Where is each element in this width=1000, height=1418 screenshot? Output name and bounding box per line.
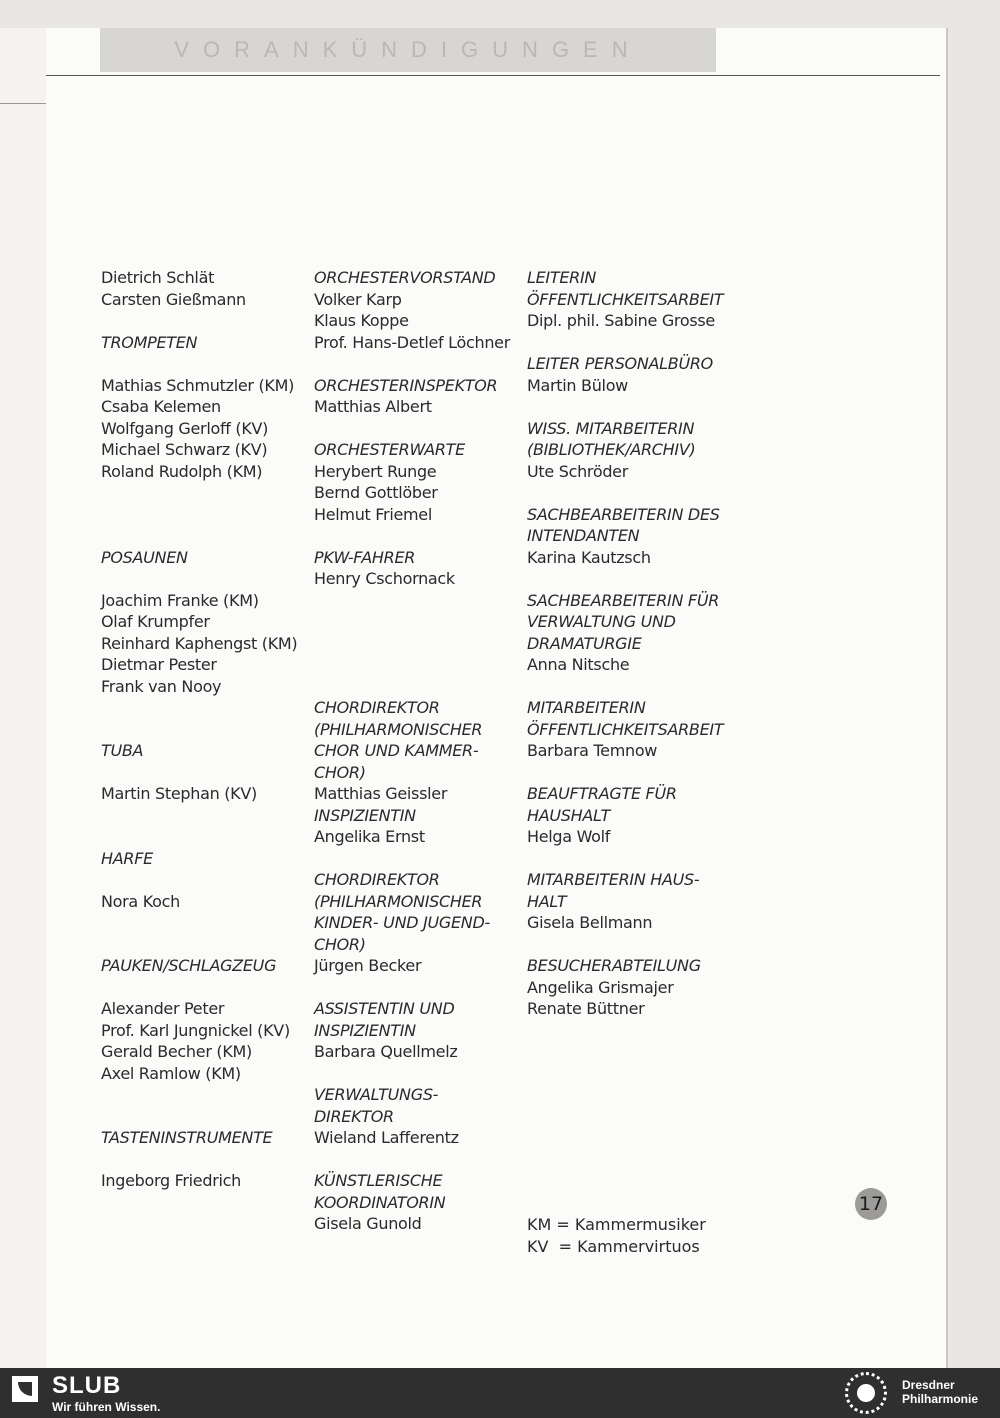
spacer [101, 719, 311, 741]
spacer [527, 568, 747, 590]
section-heading: PKW-FAHRER [314, 547, 416, 567]
staff-name: Frank van Nooy [101, 676, 222, 696]
slub-logo-icon [12, 1376, 38, 1402]
staff-name: Olaf Krumpfer [101, 612, 210, 631]
staff-name: Axel Ramlow (KM) [101, 1063, 241, 1083]
spacer [527, 332, 747, 354]
section-heading: SACHBEARBEITERIN DES [527, 504, 720, 524]
section-heading: VERWALTUNGS- [314, 1085, 439, 1104]
section-heading: INSPIZIENTIN [314, 805, 416, 825]
section-heading: (PHILHARMONISCHER [314, 719, 483, 739]
staff-name: Gerald Becher (KM) [101, 1042, 252, 1061]
section-heading: TASTENINSTRUMENTE [101, 1128, 273, 1147]
staff-name: Ute Schröder [527, 461, 629, 481]
section-heading: ASSISTENTIN UND [314, 999, 455, 1018]
section-heading: ORCHESTERWARTE [314, 440, 465, 459]
spacer [314, 590, 524, 612]
section-heading: CHOR) [314, 934, 366, 954]
staff-name: Jürgen Becker [314, 956, 422, 975]
staff-name: Klaus Koppe [314, 311, 409, 330]
section-heading: KINDER- UND JUGEND- [314, 913, 490, 932]
slub-name: SLUB [52, 1372, 122, 1399]
section-heading: HALT [527, 891, 567, 911]
section-heading: TROMPETEN [101, 332, 198, 352]
staff-column-2 [314, 267, 524, 1235]
section-heading: HARFE [101, 848, 153, 868]
staff-name: Michael Schwarz (KV) [101, 440, 268, 459]
spacer [527, 762, 747, 784]
staff-name: Bernd Gottlöber [314, 483, 438, 502]
spacer [101, 310, 311, 332]
staff-name: Angelika Grismajer [527, 977, 674, 997]
spacer [101, 525, 311, 547]
staff-name: Dietmar Pester [101, 655, 217, 674]
staff-name: Barbara Quellmelz [314, 1042, 458, 1061]
section-heading: MITARBEITERIN [527, 698, 646, 717]
spacer [314, 977, 524, 999]
section-heading: ORCHESTERVORSTAND [314, 268, 496, 287]
legend-kv: KV = Kammervirtuos [527, 1236, 700, 1256]
spacer [101, 1084, 311, 1106]
section-heading: CHORDIREKTOR [314, 698, 440, 717]
spacer [101, 353, 311, 375]
spacer [527, 934, 747, 956]
staff-name: Anna Nitsche [527, 655, 630, 674]
staff-name: Karina Kautzsch [527, 547, 651, 567]
section-heading: MITARBEITERIN HAUS- [527, 870, 700, 889]
staff-name: Carsten Gießmann [101, 289, 246, 309]
philharmonie-name [902, 1378, 978, 1406]
section-heading: HAUSHALT [527, 805, 611, 825]
staff-name: Prof. Hans-Detlef Löchner [314, 332, 510, 352]
section-heading: CHORDIREKTOR [314, 870, 440, 889]
staff-name: Herybert Runge [314, 461, 437, 481]
staff-name: Martin Bülow [527, 375, 628, 395]
section-heading: KÜNSTLERISCHE [314, 1171, 443, 1190]
staff-name: Dipl. phil. Sabine Grosse [527, 311, 715, 330]
spacer [527, 676, 747, 698]
staff-name: Reinhard Kaphengst (KM) [101, 633, 298, 653]
spacer [314, 418, 524, 440]
staff-name: Wolfgang Gerloff (KV) [101, 418, 269, 438]
spacer [314, 633, 524, 655]
page-header-band [100, 28, 716, 72]
spacer [527, 848, 747, 870]
spacer [314, 611, 524, 633]
staff-name: Prof. Karl Jungnickel (KV) [101, 1020, 290, 1040]
section-heading: WISS. MITARBEITERIN [527, 418, 695, 438]
staff-name: Angelika Ernst [314, 827, 425, 846]
section-heading: VERWALTUNG UND [527, 612, 676, 631]
section-heading: DRAMATURGIE [527, 633, 642, 653]
staff-name: Joachim Franke (KM) [101, 590, 259, 610]
staff-column-3 [527, 267, 747, 1020]
staff-name: Martin Stephan (KV) [101, 784, 257, 803]
spacer [314, 353, 524, 375]
spacer [314, 848, 524, 870]
staff-name: Matthias Geissler [314, 784, 448, 803]
spacer [101, 977, 311, 999]
section-heading: BEAUFTRAGTE FÜR [527, 784, 677, 803]
staff-column-1 [101, 267, 311, 1192]
staff-name: Wieland Lafferentz [314, 1128, 459, 1147]
section-heading: TUBA [101, 741, 144, 760]
staff-name: Helmut Friemel [314, 504, 432, 524]
footer-bar [0, 1368, 1000, 1418]
staff-name: Dietrich Schlät [101, 268, 215, 287]
staff-name: Gisela Gunold [314, 1214, 422, 1233]
spacer [527, 482, 747, 504]
abbreviation-legend [527, 1214, 706, 1257]
section-heading: CHOR) [314, 762, 366, 782]
slub-tagline: Wir führen Wissen. [52, 1400, 161, 1414]
section-heading: LEITER PERSONALBÜRO [527, 354, 713, 373]
page-number: 17 [855, 1188, 887, 1220]
section-heading: (PHILHARMONISCHER [314, 891, 483, 911]
spacer [101, 1149, 311, 1171]
spacer [101, 568, 311, 590]
staff-name: Roland Rudolph (KM) [101, 461, 263, 481]
section-heading: INTENDANTEN [527, 526, 640, 545]
section-heading: DIREKTOR [314, 1106, 394, 1126]
spacer [101, 482, 311, 504]
spacer [101, 826, 311, 848]
section-heading: (BIBLIOTHEK/ARCHIV) [527, 440, 696, 459]
section-heading: BESUCHERABTEILUNG [527, 956, 701, 975]
philharmonie-line1: Dresdner [902, 1378, 955, 1392]
spacer [314, 1149, 524, 1171]
section-heading: SACHBEARBEITERIN FÜR [527, 590, 720, 610]
section-heading: ORCHESTERINSPEKTOR [314, 375, 498, 395]
staff-name: Henry Cschornack [314, 569, 455, 588]
spacer [101, 805, 311, 827]
staff-name: Matthias Albert [314, 397, 432, 416]
spacer [101, 697, 311, 719]
spacer [101, 869, 311, 891]
spacer [314, 676, 524, 698]
staff-name: Nora Koch [101, 891, 180, 911]
staff-name: Volker Karp [314, 289, 402, 309]
spacer [101, 934, 311, 956]
section-heading: ÖFFENTLICHKEITSARBEIT [527, 289, 724, 309]
staff-name: Mathias Schmutzler (KM) [101, 375, 295, 395]
section-heading: KOORDINATORIN [314, 1192, 446, 1212]
legend-km: KM = Kammermusiker [527, 1215, 706, 1234]
section-heading: LEITERIN [527, 268, 597, 287]
staff-name: Renate Büttner [527, 999, 645, 1018]
spacer [101, 1106, 311, 1128]
staff-name: Alexander Peter [101, 999, 225, 1018]
staff-name: Ingeborg Friedrich [101, 1171, 241, 1190]
section-heading: INSPIZIENTIN [314, 1020, 416, 1040]
staff-name: Csaba Kelemen [101, 397, 221, 416]
spacer [101, 762, 311, 784]
spacer [314, 525, 524, 547]
section-heading: CHOR UND KAMMER- [314, 741, 479, 760]
spacer [101, 912, 311, 934]
staff-name: Gisela Bellmann [527, 913, 653, 932]
staff-name: Barbara Temnow [527, 741, 658, 760]
section-heading: POSAUNEN [101, 547, 188, 567]
header-rule [46, 75, 940, 76]
spacer [527, 396, 747, 418]
page-header-text: VORANKÜNDIGUNGEN [174, 37, 642, 62]
spacer [101, 504, 311, 526]
staff-name: Helga Wolf [527, 827, 611, 846]
philharmonie-logo-icon [845, 1372, 887, 1414]
previous-page-edge [0, 28, 47, 1368]
spacer [314, 1063, 524, 1085]
philharmonie-line2: Philharmonie [902, 1392, 979, 1406]
section-heading: PAUKEN/SCHLAGZEUG [101, 956, 277, 975]
section-heading: ÖFFENTLICHKEITSARBEIT [527, 719, 724, 739]
spacer [314, 654, 524, 676]
